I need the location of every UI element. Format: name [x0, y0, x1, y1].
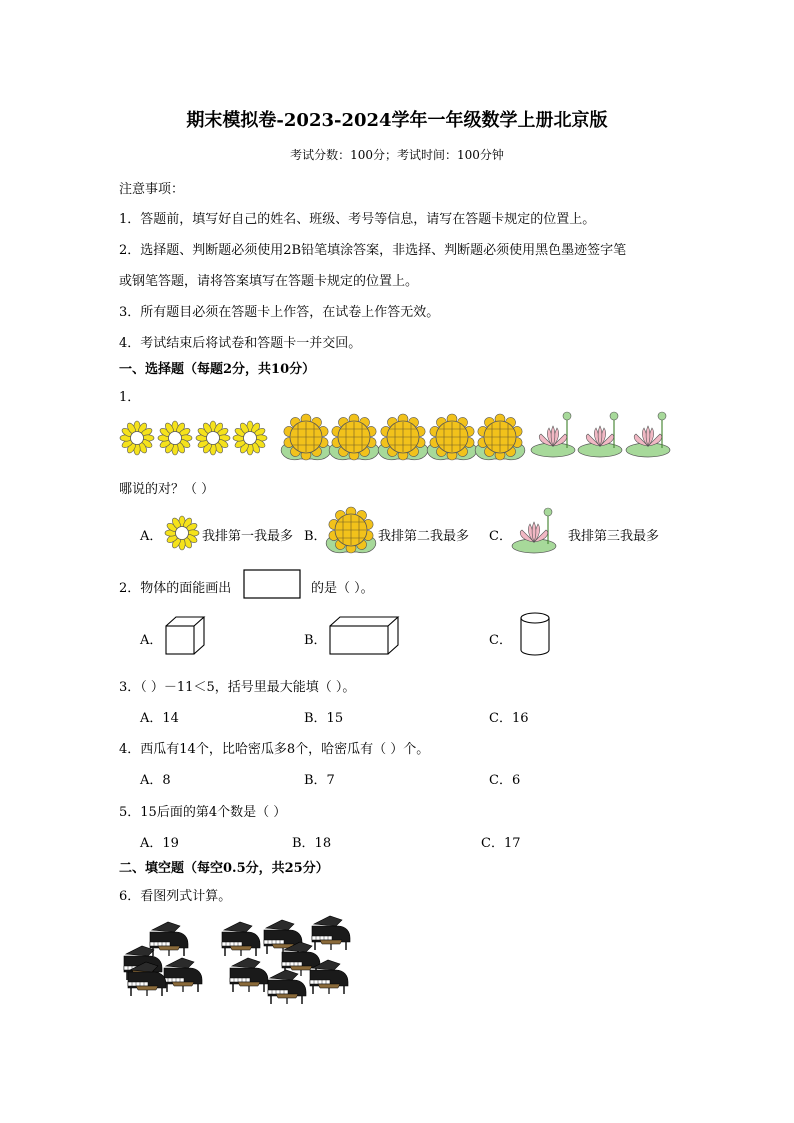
q2-option-b[interactable]: B． [304, 633, 327, 648]
daisy-icon [158, 421, 192, 455]
q3-option-b[interactable]: B．15 [304, 711, 344, 726]
notice-item-3: 3．所有题目必须在答题卡上作答，在试卷上作答无效。 [119, 305, 440, 320]
sunflower-icon [378, 414, 428, 460]
q1-option-a-letter[interactable]: A． [140, 529, 163, 544]
cylinder-icon [518, 610, 554, 658]
notice-item-4: 4．考试结束后将试卷和答题卡一并交回。 [119, 336, 362, 351]
q1-flower-row [0, 410, 794, 470]
q5-question: 5．15后面的第4个数是（ ） [119, 805, 287, 820]
cube-icon [164, 614, 208, 658]
lotus-icon [531, 412, 575, 457]
lotus-icon [578, 412, 622, 457]
daisy-icon [196, 421, 230, 455]
piano-icon [268, 970, 306, 1004]
daisy-icon [162, 513, 202, 553]
sunflower-icon [323, 506, 379, 562]
section-choice-heading: 一、选择题（每题2分，共10分） [119, 362, 316, 377]
q1-option-c-text: 我排第三我最多 [568, 529, 660, 544]
q5-option-c[interactable]: C．17 [481, 836, 521, 851]
q2-question-prefix: 2．物体的面能画出 [119, 581, 232, 596]
sunflower-icon [427, 414, 477, 460]
q2-question-suffix: 的是（ ）。 [311, 581, 374, 596]
sunflower-icon [329, 414, 379, 460]
page-title: 期末模拟卷-2023-2024学年一年级数学上册北京版 [186, 110, 608, 131]
rectangle-shape [243, 569, 303, 601]
q5-option-b[interactable]: B．18 [292, 836, 332, 851]
notice-item-1: 1．答题前，填写好自己的姓名、班级、考号等信息，请写在答题卡规定的位置上。 [119, 212, 596, 227]
exam-info: 考试分数：100分；考试时间：100分钟 [290, 148, 504, 162]
piano-icon [230, 958, 268, 992]
sunflower-icon [281, 414, 331, 460]
q2-option-a[interactable]: A． [140, 633, 163, 648]
q3-option-a[interactable]: A．14 [140, 711, 179, 726]
q4-option-c[interactable]: C．6 [489, 773, 521, 788]
q4-question: 4．西瓜有14个，比哈密瓜多8个，哈密瓜有（ ）个。 [119, 742, 430, 757]
notice-item-2-cont: 或钢笔答题，请将答案填写在答题卡规定的位置上。 [119, 274, 419, 289]
q5-option-a[interactable]: A．19 [140, 836, 179, 851]
q1-option-b-text: 我排第二我最多 [378, 529, 470, 544]
daisy-icon [233, 421, 267, 455]
q1-option-a-text: 我排第一我最多 [202, 529, 294, 544]
q6-question: 6．看图列式计算。 [119, 889, 232, 904]
notice-item-2: 2．选择题、判断题必须使用2B铅笔填涂答案，非选择、判断题必须使用黑色墨迹签字笔 [119, 243, 627, 258]
daisy-icon [120, 421, 154, 455]
piano-group-left [124, 922, 202, 996]
q1-option-c-letter[interactable]: C． [489, 529, 512, 544]
q1-question: 哪说的对？（ ） [119, 482, 215, 497]
piano-icon [164, 958, 202, 992]
piano-icon [222, 922, 260, 956]
cuboid-icon [328, 614, 402, 658]
q3-option-c[interactable]: C．16 [489, 711, 529, 726]
lotus-icon [510, 506, 562, 554]
piano-group-right [222, 916, 350, 1004]
q1-option-b-letter[interactable]: B． [304, 529, 327, 544]
q3-question: 3．（ ）－11＜5，括号里最大能填（ ）。 [119, 680, 356, 695]
piano-icon [312, 916, 350, 950]
section-fill-heading: 二、填空题（每空0.5分，共25分） [119, 861, 329, 876]
q4-option-b[interactable]: B．7 [304, 773, 335, 788]
lotus-icon [626, 412, 670, 457]
q2-option-c[interactable]: C． [489, 633, 512, 648]
q1-number: 1． [119, 390, 141, 405]
notice-heading: 注意事项： [119, 182, 185, 197]
sunflower-icon [475, 414, 525, 460]
q6-piano-groups [0, 910, 794, 1010]
q4-option-a[interactable]: A．8 [140, 773, 171, 788]
piano-icon [150, 922, 188, 956]
